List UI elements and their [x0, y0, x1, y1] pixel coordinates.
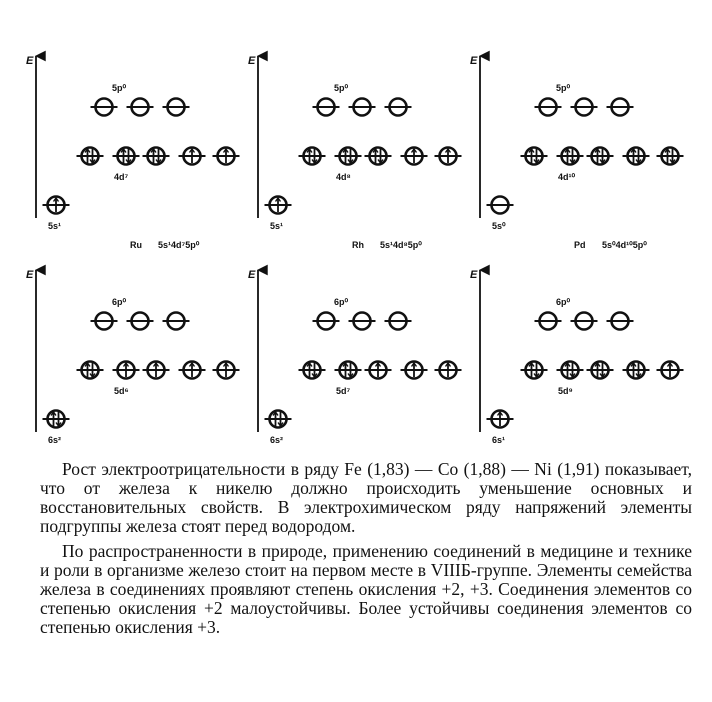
d-orbital-2: [113, 148, 140, 165]
element-symbol: Rh: [352, 240, 364, 250]
electron-configuration: 5s⁰4d¹⁰5p⁰: [602, 240, 647, 250]
p-orbital-1: [313, 313, 340, 330]
d-orbital-label: 4d⁸: [336, 172, 351, 182]
s-orbital: [487, 411, 514, 428]
d-orbital-5: [435, 148, 462, 165]
d-orbital-2: [335, 362, 362, 379]
d-orbital-2: [113, 362, 140, 379]
energy-axis-label: E: [26, 55, 34, 67]
energy-axis-label: E: [26, 269, 34, 281]
d-orbital-4: [179, 148, 206, 165]
p-orbital-label: 5p⁰: [334, 83, 349, 93]
d-orbital-3: [143, 362, 170, 379]
s-orbital-label: 5s¹: [270, 221, 284, 231]
electron-configuration: 5s¹4d⁷5p⁰: [158, 240, 200, 250]
d-orbital-label: 5d⁹: [558, 386, 573, 396]
p-orbital-3: [163, 313, 190, 330]
p-orbital-label: 6p⁰: [112, 297, 127, 307]
d-orbital-5: [657, 362, 684, 379]
p-orbital-label: 6p⁰: [334, 297, 349, 307]
p-orbital-label: 6p⁰: [556, 297, 571, 307]
d-orbital-label: 5d⁷: [336, 386, 351, 396]
d-orbital-1: [77, 362, 104, 379]
d-orbital-1: [299, 362, 326, 379]
p-orbital-2: [571, 99, 598, 116]
d-orbital-4: [401, 148, 428, 165]
p-orbital-3: [385, 313, 412, 330]
s-orbital-label: 6s²: [270, 435, 284, 445]
element-symbol: Pd: [574, 240, 586, 250]
p-orbital-3: [163, 99, 190, 116]
d-orbital-1: [299, 148, 326, 165]
d-orbital-5: [213, 362, 240, 379]
body-text: [40, 460, 692, 643]
d-orbital-3: [587, 148, 614, 165]
d-orbital-5: [213, 148, 240, 165]
paragraph-electronegativity: Рост электроотрицательности в ряду Fe (1,83) — Co (1,88) — Ni (1,91) показывает, что от железа к никелю должно происходить уменьшение основных и восстановительных свойств. В электрохимическом ряду напряжений элементы подгруппы железа стоят перед водородом.: [40, 459, 692, 536]
p-orbital-label: 5p⁰: [112, 83, 127, 93]
s-orbital: [265, 411, 292, 428]
d-orbital-label: 5d⁶: [114, 386, 129, 396]
panel-ir: [248, 269, 462, 450]
p-orbital-3: [607, 313, 634, 330]
d-orbital-5: [435, 362, 462, 379]
d-orbital-1: [77, 148, 104, 165]
d-orbital-label: 4d¹⁰: [558, 172, 576, 182]
p-orbital-1: [535, 313, 562, 330]
s-orbital: [43, 411, 70, 428]
s-orbital: [43, 197, 70, 214]
s-orbital-label: 6s²: [48, 435, 62, 445]
s-orbital-label: 6s¹: [492, 435, 506, 445]
d-orbital-2: [335, 148, 362, 165]
panel-pt: [470, 269, 684, 450]
d-orbital-label: 4d⁷: [114, 172, 129, 182]
p-orbital-label: 5p⁰: [556, 83, 571, 93]
d-orbital-3: [587, 362, 614, 379]
energy-axis-label: E: [248, 269, 256, 281]
d-orbital-4: [623, 362, 650, 379]
p-orbital-1: [535, 99, 562, 116]
electron-configuration: 5s¹4d⁸5p⁰: [380, 240, 422, 250]
p-orbital-1: [313, 99, 340, 116]
panel-pd: [470, 55, 684, 250]
paragraph-abundance: По распространенности в природе, применению соединений в медицине и технике и роли в организме железо стоит на первом месте в VIIIБ-группе. Элементы семейства железа в соединениях проявляют степень окисления +2, +3. Соединения элементов со степенью окисления +2 малоустойчивы. Более устойчивы соединения элементов со степенью окисления +3.: [40, 541, 692, 637]
d-orbital-1: [521, 148, 548, 165]
p-orbital-2: [349, 99, 376, 116]
d-orbital-1: [521, 362, 548, 379]
energy-axis-label: E: [470, 55, 478, 67]
s-orbital-label: 5s⁰: [492, 221, 506, 231]
s-orbital-label: 5s¹: [48, 221, 62, 231]
panel-os: [26, 269, 240, 450]
s-orbital: [487, 197, 514, 214]
p-orbital-1: [91, 313, 118, 330]
s-orbital: [265, 197, 292, 214]
p-orbital-1: [91, 99, 118, 116]
d-orbital-4: [179, 362, 206, 379]
d-orbital-3: [365, 362, 392, 379]
element-symbol: Ru: [130, 240, 142, 250]
d-orbital-4: [623, 148, 650, 165]
d-orbital-4: [401, 362, 428, 379]
panel-ru: [26, 55, 240, 250]
d-orbital-3: [143, 148, 170, 165]
p-orbital-2: [127, 99, 154, 116]
d-orbital-5: [657, 148, 684, 165]
d-orbital-3: [365, 148, 392, 165]
p-orbital-2: [349, 313, 376, 330]
p-orbital-3: [385, 99, 412, 116]
d-orbital-2: [557, 148, 584, 165]
energy-axis-label: E: [248, 55, 256, 67]
p-orbital-3: [607, 99, 634, 116]
p-orbital-2: [571, 313, 598, 330]
p-orbital-2: [127, 313, 154, 330]
panel-rh: [248, 55, 462, 250]
energy-axis-label: E: [470, 269, 478, 281]
d-orbital-2: [557, 362, 584, 379]
